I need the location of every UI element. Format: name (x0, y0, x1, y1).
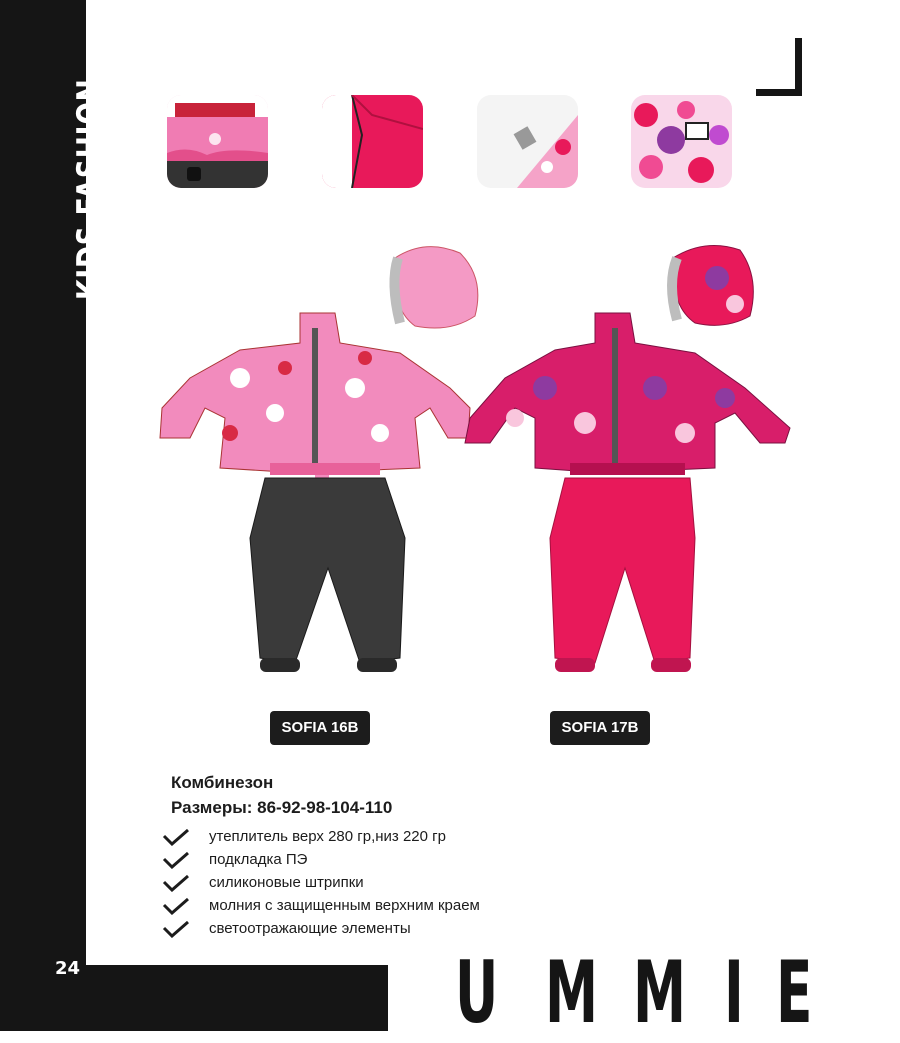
detail-thumb-pocket (477, 95, 578, 188)
feature-item: утеплитель верх 280 гр,низ 220 гр (209, 828, 446, 845)
checkmark-icon (162, 828, 202, 846)
page-number: 24 (55, 958, 81, 979)
detail-thumb-hearts (631, 95, 732, 188)
suit-sofia-16b (150, 238, 490, 698)
feature-item: молния с защищенным верхним краем (209, 897, 480, 914)
checkmark-icon (162, 897, 202, 915)
detail-thumb-zipper (322, 95, 423, 188)
brand-letter: I (724, 943, 744, 1043)
side-label: KIDS FASHION (70, 78, 110, 300)
brand-letter: M (545, 943, 599, 1043)
brand-letter: U (455, 943, 499, 1043)
brand-letter: M (633, 943, 687, 1043)
checkmark-icon (162, 920, 202, 938)
detail-thumb-print (167, 95, 268, 188)
product-label-sofia-17b: SOFIA 17B (550, 711, 650, 745)
brand-logo (756, 38, 802, 96)
product-label-sofia-16b: SOFIA 16B (270, 711, 370, 745)
product-type-title: Комбинезон (171, 773, 274, 792)
feature-item: подкладка ПЭ (209, 851, 308, 868)
suit-sofia-17b (455, 238, 800, 698)
feature-item: светоотражающие элементы (209, 920, 411, 937)
brand-letter: E (776, 943, 813, 1043)
checkmark-icon (162, 874, 202, 892)
checkmark-icon (162, 851, 202, 869)
product-sizes: Размеры: 86-92-98-104-110 (171, 798, 393, 817)
feature-item: силиконовые штрипки (209, 874, 364, 891)
